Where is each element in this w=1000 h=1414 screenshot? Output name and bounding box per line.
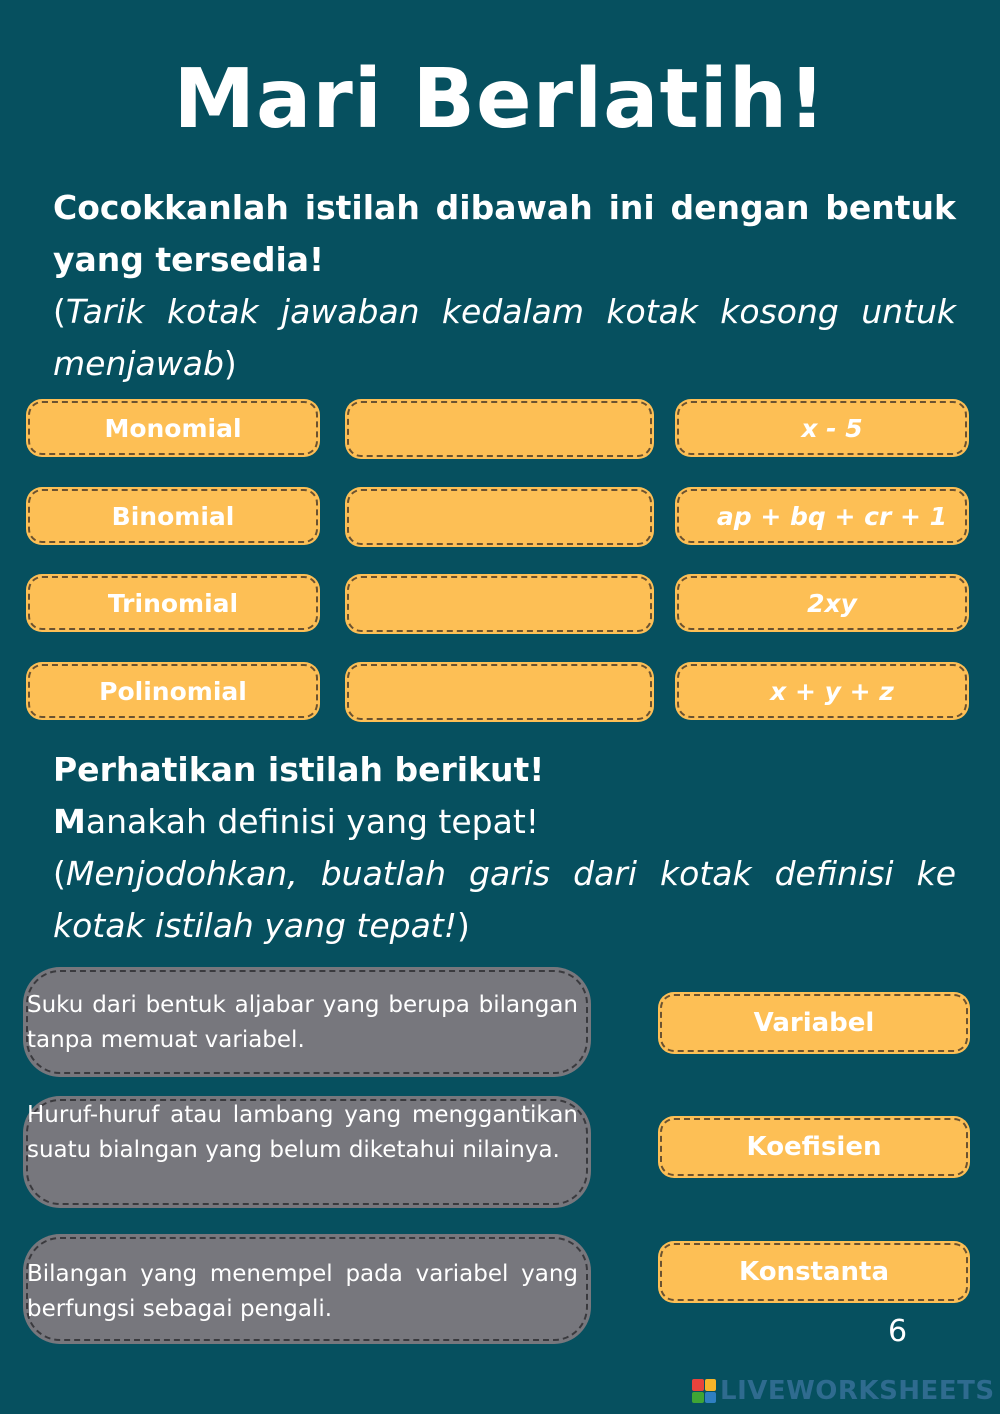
expression-tile-2[interactable]: ap + bq + cr + 1 [677,489,967,543]
liveworksheets-logo [692,1376,995,1406]
term-box-konstanta[interactable]: Konstanta [660,1243,968,1301]
page-number: 6 [888,1314,908,1349]
term-tile-trinomial: Trinomial [28,576,318,630]
expression-tile-1[interactable]: x - 5 [677,401,967,455]
answer-dropzone-3[interactable] [347,576,652,632]
term-tile-binomial: Binomial [28,489,318,543]
section2-question: Manakah definisi yang tepat! [53,802,540,841]
expression-tile-3[interactable]: 2xy [677,576,967,630]
term-tile-monomial: Monomial [28,401,318,455]
term-tile-polinomial: Polinomial [28,664,318,718]
term-box-variabel[interactable]: Variabel [660,994,968,1052]
section1-instruction: Cocokkanlah istilah dibawah ini dengan bentuk yang tersedia! [53,188,956,279]
liveworksheets-logo-text: LIVEWORKSHEETS [720,1376,995,1406]
liveworksheets-logo-icon [692,1379,716,1403]
page-title: Mari Berlatih! [173,52,827,147]
answer-dropzone-2[interactable] [347,489,652,545]
term-box-koefisien[interactable]: Koefisien [660,1118,968,1176]
answer-dropzone-1[interactable] [347,401,652,457]
section2-note: (Menjodohkan, buatlah garis dari kotak definisi ke kotak istilah yang tepat!) [53,854,956,945]
expression-tile-4[interactable]: x + y + z [677,664,967,718]
section2-heading: Perhatikan istilah berikut! [53,750,545,789]
definition-text-2: Huruf-huruf atau lambang yang menggantikan suatu bialngan yang belum diketahui nilainya. [27,1102,578,1163]
answer-dropzone-4[interactable] [347,664,652,720]
section1-note: (Tarik kotak jawaban kedalam kotak kosong untuk menjawab) [53,292,956,383]
definition-text-3: Bilangan yang menempel pada variabel yang berfungsi sebagai pengali. [27,1261,578,1322]
definition-text-1: Suku dari bentuk aljabar yang berupa bilangan tanpa memuat variabel. [27,992,578,1053]
